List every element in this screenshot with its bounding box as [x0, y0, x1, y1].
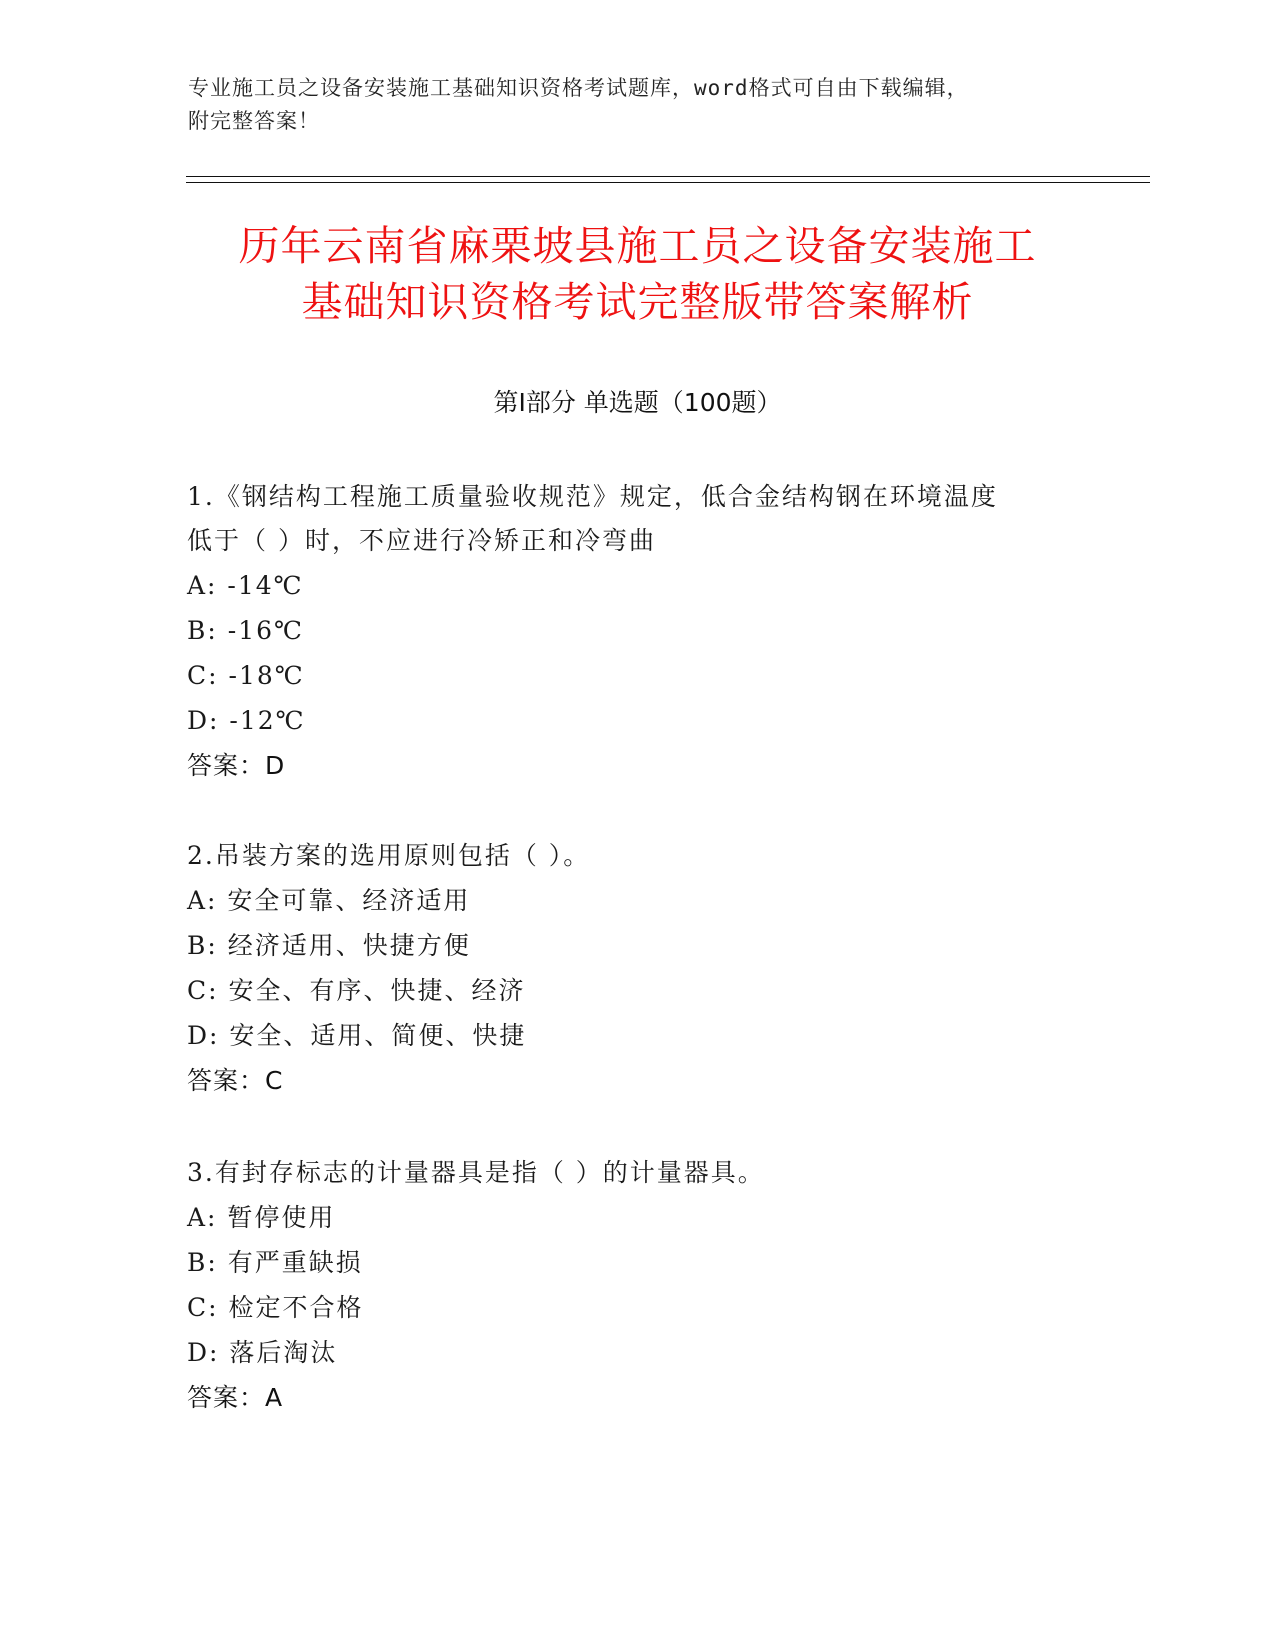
option-b: B: -16℃	[187, 616, 304, 645]
answer: 答案：D	[187, 751, 286, 780]
answer: 答案：A	[187, 1383, 284, 1412]
question-3	[187, 1151, 1087, 1420]
option-c: C: 安全、有序、快捷、经济	[187, 976, 526, 1005]
header-divider-top	[186, 176, 1150, 177]
question-1	[187, 475, 1087, 788]
header-note-line2: 附完整答案！	[188, 109, 320, 133]
option-b: B: 有严重缺损	[187, 1248, 363, 1277]
option-b: B: 经济适用、快捷方便	[187, 931, 471, 960]
document-title-line1: 历年云南省麻栗坡县施工员之设备安装施工	[238, 222, 1037, 270]
section-heading: 第Ⅰ部分 单选题（100题）	[493, 388, 782, 417]
answer: 答案：C	[187, 1066, 284, 1095]
header-note-line1: 专业施工员之设备安装施工基础知识资格考试题库，word格式可自由下载编辑，	[188, 76, 969, 100]
question-text-line1: 1.《钢结构工程施工质量验收规范》规定，低合金结构钢在环境温度	[187, 482, 998, 511]
question-text-line1: 2.吊装方案的选用原则包括（ ）。	[187, 841, 591, 870]
option-a: A: 暂停使用	[187, 1203, 336, 1232]
option-a: A: 安全可靠、经济适用	[187, 886, 471, 915]
document-title-line2: 基础知识资格考试完整版带答案解析	[301, 278, 974, 326]
question-2	[187, 834, 1087, 1103]
option-d: D: 落后淘汰	[187, 1338, 338, 1367]
option-a: A: -14℃	[187, 571, 304, 600]
document-title	[150, 218, 1125, 330]
header-divider-bottom	[186, 182, 1150, 183]
option-d: D: 安全、适用、简便、快捷	[187, 1021, 527, 1050]
header-note	[188, 72, 1068, 138]
question-text-line2: 低于（ ）时，不应进行冷矫正和冷弯曲	[187, 526, 656, 555]
question-text-line1: 3.有封存标志的计量器具是指（ ）的计量器具。	[187, 1158, 765, 1187]
option-d: D: -12℃	[187, 706, 306, 735]
option-c: C: 检定不合格	[187, 1293, 364, 1322]
option-c: C: -18℃	[187, 661, 305, 690]
